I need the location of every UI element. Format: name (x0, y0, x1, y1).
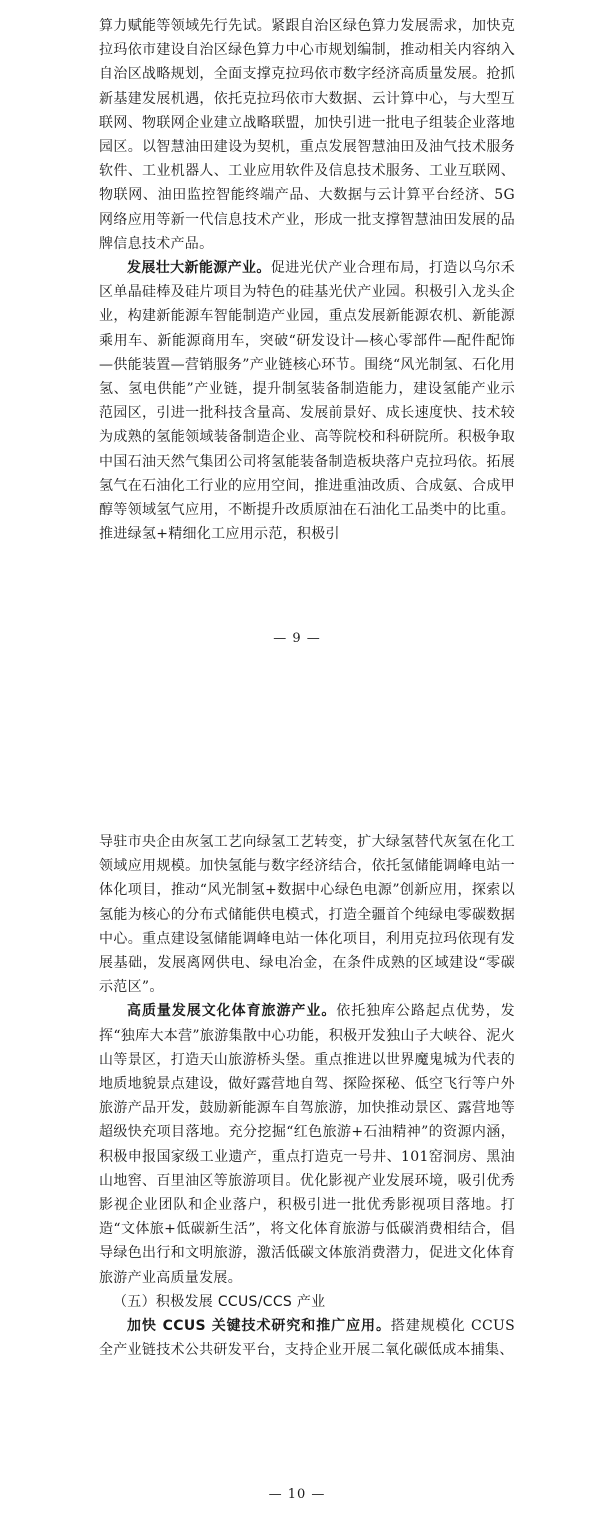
paragraph-text: 促进光伏产业合理布局，打造以乌尔禾区单晶硅棒及硅片项目为特色的硅基光伏产业园。积极引入龙头企业，构建新能源车智能制造产业园，重点发展新能源农机、新能源乘用车、新能源商用车，突破“研发设计—核心零部件—配件配饰—供能装置—营销服务”产业链核心环节。围绕“风光制氢、石化用氢、氢电供能”产业链，提升制氢装备制造能力，建设氢能产业示范园区，引进一批科技含量高、发展前景好、成长速度快、技术较为成熟的氢能领域装备制造企业、高等院校和科研院所。积极争取中国石油天然气集团公司将氢能装备制造板块落户克拉玛依。拓展氢气在石油化工行业的应用空间，推进重油改质、合成氨、合成甲醇等领域氢气应用，不断提升改质原油在石油化工品类中的比重。推进绿氢+精细化工应用示范，积极引 (99, 260, 515, 543)
page-10-body (99, 830, 515, 1362)
paragraph-text: 导驻市央企由灰氢工艺向绿氢工艺转变，扩大绿氢替代灰氢在化工领域应用规模。加快氢能与数字经济结合，依托氢储能调峰电站一体化项目，推动“风光制氢+数据中心绿色电源”创新应用，探索以氢能为核心的分布式储能供电模式，打造全疆首个纯绿电零碳数据中心。重点建设氢储能调峰电站一体化项目，利用克拉玛依现有发展基础，发展离网供电、绿电冶金，在条件成熟的区域建设“零碳示范区”。 (99, 834, 515, 996)
paragraph-digital-economy (99, 14, 515, 256)
document-page-10 (0, 761, 594, 1522)
paragraph-lead-heading: 加快 CCUS 关键技术研究和推广应用。 (127, 1318, 391, 1335)
paragraph-new-energy (99, 256, 515, 546)
paragraph-lead-heading: 高质量发展文化体育旅游产业。 (127, 1003, 337, 1020)
paragraph-ccus (99, 1314, 515, 1362)
paragraph-culture-tourism (99, 999, 515, 1289)
paragraph-text: 算力赋能等领域先行先试。紧跟自治区绿色算力发展需求，加快克拉玛依市建设自治区绿色算力中心市规划编制，推动相关内容纳入自治区战略规划，全面支撑克拉玛依市数字经济高质量发展。抢抓新基建发展机遇，依托克拉玛依市大数据、云计算中心，与大型互联网、物联网企业建立战略联盟，加快引进一批电子组装企业落地园区。以智慧油田建设为契机，重点发展智慧油田及油气技术服务软件、工业机器人、工业应用软件及信息技术服务、工业互联网、物联网、油田监控智能终端产品、大数据与云计算平台经济、5G网络应用等新一代信息技术产业，形成一批支撑智慧油田发展的品牌信息技术产品。 (99, 18, 515, 252)
paragraph-text: 搭建规模化 CCUS 全产业链技术公共研发平台，支持企业开展二氧化碳低成本捕集、 (99, 1318, 515, 1359)
page-number: — 10 — (268, 1487, 326, 1502)
page-number: — 9 — (273, 631, 321, 646)
paragraph-green-hydrogen (99, 830, 515, 999)
page-9-body (99, 14, 515, 546)
paragraph-lead-heading: 发展壮大新能源产业。 (127, 260, 271, 277)
paragraph-text: 依托独库公路起点优势，发挥“独库大本营”旅游集散中心功能，积极开发独山子大峡谷、泥火山等景区，打造天山旅游桥头堡。重点推进以世界魔鬼城为代表的地质地貌景点建设，做好露营地自驾、探险探秘、低空飞行等户外旅游产品开发，鼓励新能源车自驾旅游，加快推动景区、露营地等超级快充项目落地。充分挖掘“红色旅游+石油精神”的资源内涵，积极申报国家级工业遗产，重点打造克一号井、101窑洞房、黑油山地窖、百里油区等旅游项目。优化影视产业发展环境，吸引优秀影视企业团队和企业落户，积极引进一批优秀影视项目落地。打造“文体旅+低碳新生活”，将文化体育旅游与低碳消费相结合，倡导绿色出行和文明旅游，激活低碳文体旅消费潜力，促进文化体育旅游产业高质量发展。 (99, 1003, 515, 1286)
section-heading-ccus: （五）积极发展 CCUS/CCS 产业 (113, 1293, 326, 1310)
